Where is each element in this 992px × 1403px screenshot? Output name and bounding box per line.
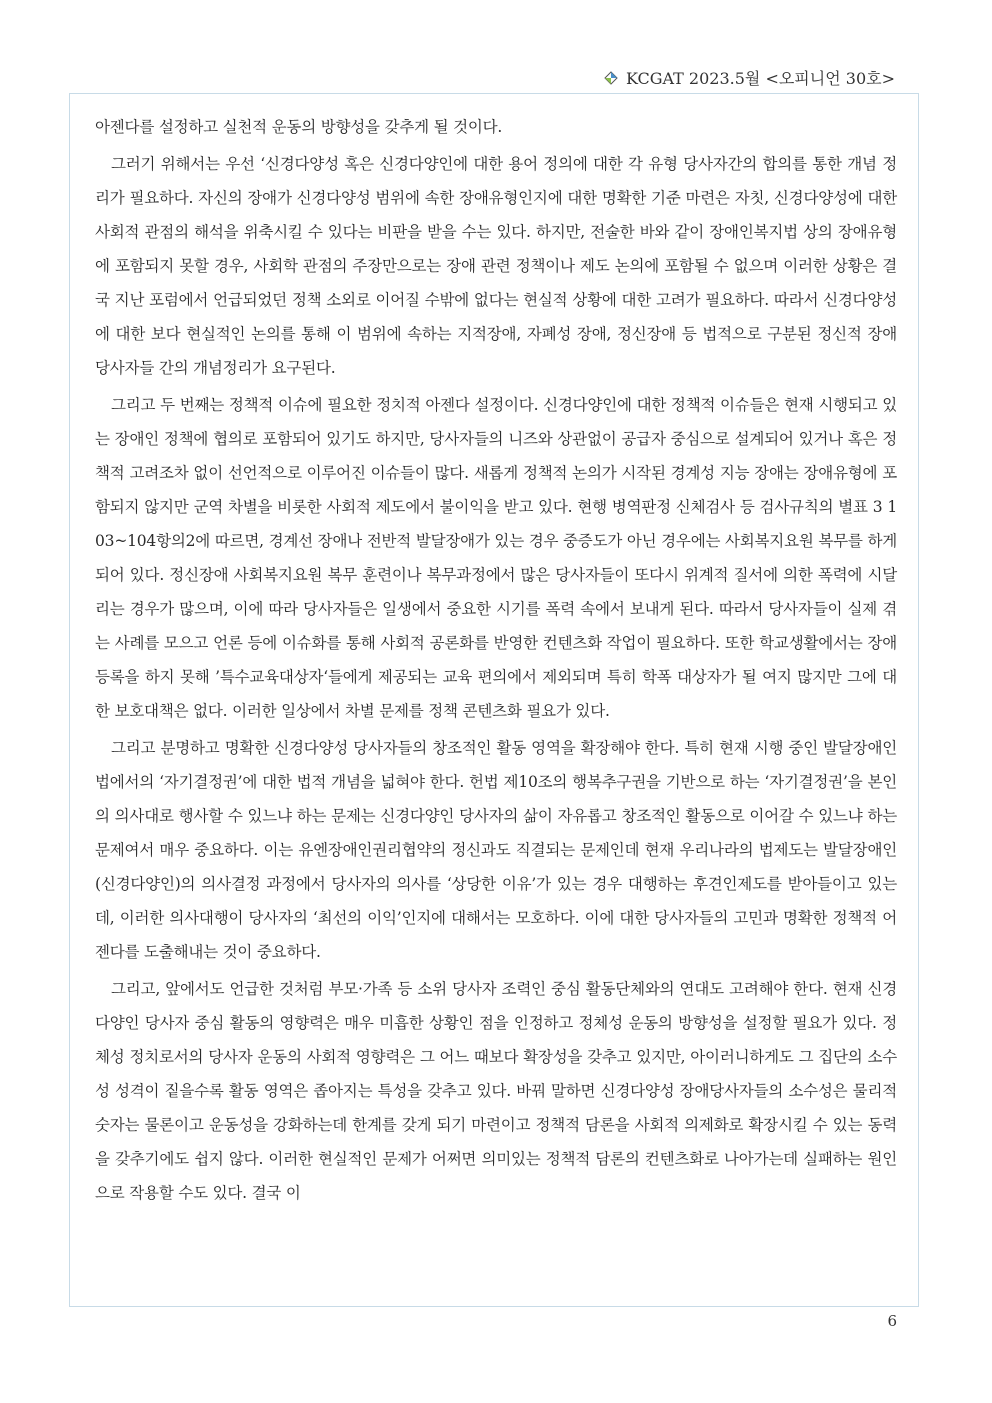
paragraph-4: 그리고 분명하고 명확한 신경다양성 당사자들의 창조적인 활동 영역을 확장해야 한다. 특히 현재 시행 중인 발달장애인법에서의 ‘자기결정권’에 대한 법적 개념을 넓혀야 한다. 헌법 제10조의 행복추구권을 기반으로 하는 ‘자기결정권’을 본인의 의사대로 행사할 수 있느냐 하는 문제는 신경다양인 당사자의 삶이 자유롭고 창조적인 활동으로 이어갈 수 있느냐 하는 문제여서 매우 중요하다. 이는 유엔장애인권리협약의 정신과도 직결되는 문제인데 현재 우리나라의 법제도는 발달장애인(신경다양인)의 의사결정 과정에서 당사자의 의사를 ‘상당한 이유’가 있는 경우 대행하는 후견인제도를 받아들이고 있는데, 이러한 의사대행이 당사자의 ‘최선의 이익’인지에 대해서는 모호하다. 이에 대한 당사자들의 고민과 명확한 정책적 어젠다를 도출해내는 것이 중요하다.: [95, 739, 897, 961]
paragraph-5: 그리고, 앞에서도 언급한 것처럼 부모·가족 등 소위 당사자 조력인 중심 활동단체와의 연대도 고려해야 한다. 현재 신경다양인 당사자 중심 활동의 영향력은 매우 미흡한 상황인 점을 인정하고 정체성 운동의 방향성을 설정할 필요가 있다. 정체성 정치로서의 당사자 운동의 사회적 영향력은 그 어느 때보다 확장성을 갖추고 있지만, 아이러니하게도 그 집단의 소수성 성격이 짙을수록 활동 영역은 좁아지는 특성을 갖추고 있다. 바꿔 말하면 신경다양성 장애당사자들의 소수성은 물리적 숫자는 물론이고 운동성을 강화하는데 한계를 갖게 되기 마련이고 정책적 담론을 사회적 의제화로 확장시킬 수 있는 동력을 갖추기에도 쉽지 않다. 이러한 현실적인 문제가 어쩌면 의미있는 정책적 담론의 컨텐츠화로 나아가는데 실패하는 원인으로 작용할 수도 있다. 결국 이: [95, 980, 897, 1202]
page-header: [604, 66, 895, 89]
paragraph-3: 그리고 두 번째는 정책적 이슈에 필요한 정치적 아젠다 설정이다. 신경다양인에 대한 정책적 이슈들은 현재 시행되고 있는 장애인 정책에 협의로 포함되어 있기도 하지만, 당사자들의 니즈와 상관없이 공급자 중심으로 설계되어 있거나 혹은 정책적 고려조차 없이 선언적으로 이루어진 이슈들이 많다. 새롭게 정책적 논의가 시작된 경계성 지능 장애는 장애유형에 포함되지 않지만 군역 차별을 비롯한 사회적 제도에서 불이익을 받고 있다. 현행 병역판정 신체검사 등 검사규칙의 별표 3 103~104항의2에 따르면, 경계선 장애나 전반적 발달장애가 있는 경우 중증도가 아닌 경우에는 사회복지요원 복무를 하게 되어 있다. 정신장애 사회복지요원 복무 훈련이나 복무과정에서 많은 당사자들이 또다시 위계적 질서에 의한 폭력에 시달리는 경우가 많으며, 이에 따라 당사자들은 일생에서 중요한 시기를 폭력 속에서 보내게 된다. 따라서 당사자들이 실제 겪는 사례를 모으고 언론 등에 이슈화를 통해 사회적 공론화를 반영한 컨텐츠화 작업이 필요하다. 또한 학교생활에서는 장애등록을 하지 못해 ’특수교육대상자‘들에게 제공되는 교육 편의에서 제외되며 특히 학폭 대상자가 될 여지 많지만 그에 대한 보호대책은 없다. 이러한 일상에서 차별 문제를 정책 콘텐츠화 필요가 있다.: [95, 396, 897, 720]
article-body: [95, 110, 897, 1213]
paragraph-2: 그러기 위해서는 우선 ‘신경다양성 혹은 신경다양인에 대한 용어 정의에 대한 각 유형 당사자간의 합의를 통한 개념 정리가 필요하다. 자신의 장애가 신경다양성 범위에 속한 장애유형인지에 대한 명확한 기준 마련은 자칫, 신경다양성에 대한 사회적 관점의 해석을 위축시킬 수 있다는 비판을 받을 수는 있다. 하지만, 전술한 바와 같이 장애인복지법 상의 장애유형에 포함되지 못할 경우, 사회학 관점의 주장만으로는 장애 관련 정책이나 제도 논의에 포함될 수 없으며 이러한 상황은 결국 지난 포럼에서 언급되었던 정책 소외로 이어질 수밖에 없다는 현실적 상황에 대한 고려가 필요하다. 따라서 신경다양성에 대한 보다 현실적인 논의를 통해 이 범위에 속하는 지적장애, 자폐성 장애, 정신장애 등 법적으로 구분된 정신적 장애 당사자들 간의 개념정리가 요구된다.: [95, 155, 897, 377]
page-number: 6: [887, 1312, 897, 1330]
paragraph-1: 아젠다를 설정하고 실천적 운동의 방향성을 갖추게 될 것이다.: [95, 118, 503, 136]
diamond-bullet-icon: [604, 71, 618, 85]
header-text: KCGAT 2023.5월 <오피니언 30호>: [625, 69, 895, 88]
